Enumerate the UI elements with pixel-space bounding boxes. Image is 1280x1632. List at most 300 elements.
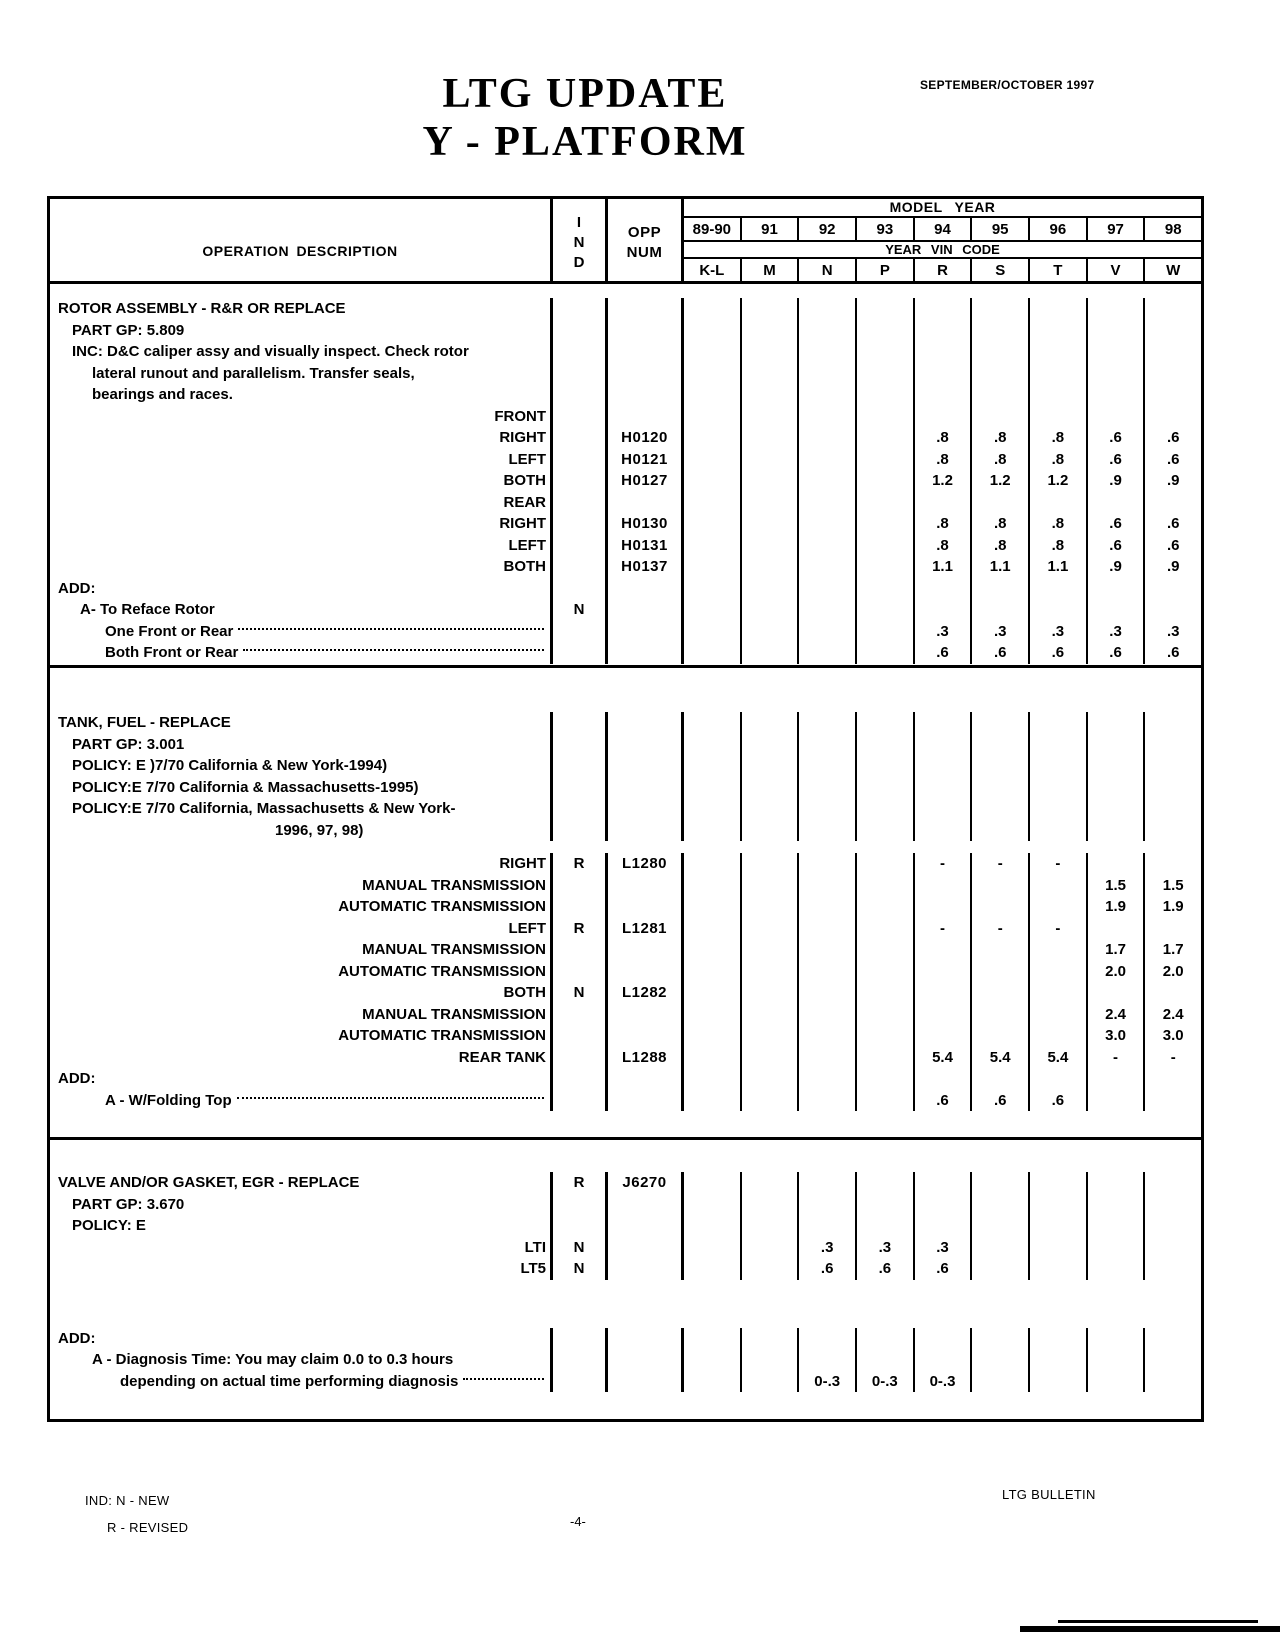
year-value-cell	[972, 1349, 1030, 1371]
year-value-cell	[742, 918, 800, 940]
table-row	[50, 406, 1201, 428]
year-value-cell	[684, 449, 742, 471]
description-text: LEFT	[508, 450, 546, 468]
description-text: lateral runout and parallelism. Transfer seals,	[92, 364, 415, 382]
table-row	[50, 1258, 1201, 1280]
year-value-cell	[857, 1328, 915, 1350]
opp-num-cell: L1281	[608, 918, 684, 940]
table-row	[50, 599, 1201, 621]
year-value-cell: 1.2	[915, 470, 973, 492]
operation-description-cell	[50, 556, 553, 578]
year-value-cell: .8	[972, 449, 1030, 471]
ind-cell	[553, 820, 608, 842]
description-text: 1996, 97, 98)	[275, 821, 364, 839]
year-value-cell	[857, 1172, 915, 1194]
year-value-cell	[742, 535, 800, 557]
ind-cell	[553, 449, 608, 471]
ind-legend-new: IND: N - NEW	[85, 1493, 170, 1508]
year-value-cell: .6	[972, 642, 1030, 664]
year-value-cell	[1088, 492, 1146, 514]
ind-cell: N	[553, 982, 608, 1004]
opp-num-cell	[608, 1237, 684, 1259]
year-value-cell	[1030, 712, 1088, 734]
year-header: 95	[972, 218, 1030, 240]
description-text: ADD:	[58, 1070, 96, 1088]
year-value-cell	[1030, 341, 1088, 363]
ind-cell	[553, 578, 608, 600]
description-text: PART GP: 5.809	[72, 321, 185, 339]
year-value-cell: .8	[1030, 513, 1088, 535]
year-value-cell: .3	[1166, 622, 1180, 640]
year-value-cell	[915, 982, 973, 1004]
table-header	[50, 199, 1201, 284]
year-value-cell	[742, 734, 800, 756]
table-row	[50, 820, 1201, 842]
year-value-cell	[972, 492, 1030, 514]
year-value-cell	[684, 1172, 742, 1194]
table-row	[50, 961, 1201, 983]
year-value-cell	[857, 599, 915, 621]
year-value-cell	[915, 1194, 973, 1216]
year-value-cell	[857, 578, 915, 600]
table-row	[50, 712, 1201, 734]
year-value-cell	[684, 621, 742, 643]
year-value-cell: .3	[799, 1237, 857, 1259]
opp-num-cell	[608, 298, 684, 320]
year-value-cell: 3.0	[1088, 1025, 1146, 1047]
year-value-cell	[799, 363, 857, 385]
dot-leader	[463, 1378, 544, 1380]
year-value-cell	[799, 875, 857, 897]
year-value-cell	[915, 755, 973, 777]
operation-description-cell	[50, 853, 553, 875]
year-value-cell	[972, 599, 1030, 621]
ind-cell	[553, 875, 608, 897]
opp-num-cell	[608, 406, 684, 428]
year-value-cell	[684, 384, 742, 406]
ind-cell	[553, 798, 608, 820]
year-value-cell	[972, 875, 1030, 897]
year-value-cell	[857, 363, 915, 385]
year-value-cell	[1030, 1258, 1088, 1280]
year-value-cell: 1.7	[1162, 941, 1184, 959]
year-value-cell	[857, 1349, 915, 1371]
year-value-cell	[742, 341, 800, 363]
year-value-cell	[915, 1068, 973, 1090]
ind-cell	[553, 1194, 608, 1216]
opp-num-cell	[608, 896, 684, 918]
year-value-cell	[684, 712, 742, 734]
year-value-cell: -	[1030, 853, 1088, 875]
year-value-cell: 1.2	[1030, 470, 1088, 492]
year-value-cell	[742, 556, 800, 578]
year-value-cell	[799, 918, 857, 940]
year-value-cell	[1088, 1371, 1146, 1393]
section-egr-valve	[50, 1140, 1201, 1416]
table-row	[50, 341, 1201, 363]
year-value-cell	[799, 1047, 857, 1069]
ind-column-header: I N D	[553, 199, 608, 281]
operation-description-cell	[50, 384, 553, 406]
year-value-cell	[915, 406, 973, 428]
year-value-cell: 0-.3	[799, 1371, 857, 1393]
year-value-cell: 1.2	[972, 470, 1030, 492]
year-value-cell: .8	[972, 535, 1030, 557]
year-value-cell: 1.9	[1088, 896, 1146, 918]
ind-cell: N	[553, 599, 608, 621]
year-value-cell	[1030, 384, 1088, 406]
year-value-cell	[915, 341, 973, 363]
description-text: RIGHT	[499, 429, 546, 447]
operation-description-cell	[50, 1258, 553, 1280]
year-value-cell: .6	[915, 1090, 973, 1112]
year-value-cell: .6	[799, 1258, 857, 1280]
year-value-cell	[857, 982, 915, 1004]
year-value-cell	[684, 513, 742, 535]
year-value-cell	[915, 1215, 973, 1237]
operation-description-cell	[50, 798, 553, 820]
year-value-cell	[972, 734, 1030, 756]
year-value-cell	[799, 556, 857, 578]
operation-description-cell	[50, 320, 553, 342]
ind-cell: N	[553, 1237, 608, 1259]
description-text: depending on actual time performing diagnosis	[120, 1372, 459, 1390]
year-value-cell: 5.4	[915, 1047, 973, 1069]
year-value-cell	[857, 449, 915, 471]
year-value-cell	[1088, 982, 1146, 1004]
year-value-cell	[799, 853, 857, 875]
opp-num-cell: H0121	[608, 449, 684, 471]
ind-cell	[553, 470, 608, 492]
year-value-cell	[857, 642, 915, 664]
opp-num-cell	[608, 1090, 684, 1112]
year-value-cell: .6	[1088, 513, 1146, 535]
year-value-cell: 0-.3	[857, 1371, 915, 1393]
year-value-cell: 1.5	[1162, 876, 1184, 894]
year-value-cell	[915, 820, 973, 842]
year-value-cell	[1145, 734, 1201, 756]
year-value-cell: -	[1170, 1048, 1176, 1066]
year-value-cell	[1030, 578, 1088, 600]
year-value-cell	[799, 1025, 857, 1047]
year-value-cell	[799, 1194, 857, 1216]
year-value-cell	[799, 820, 857, 842]
year-value-cell	[684, 777, 742, 799]
year-value-cell	[1145, 384, 1201, 406]
year-value-cell	[972, 341, 1030, 363]
year-value-cell: .6	[1088, 642, 1146, 664]
table-row	[50, 982, 1201, 1004]
year-value-cell: -	[972, 853, 1030, 875]
opp-num-cell	[608, 341, 684, 363]
year-value-cell	[915, 1172, 973, 1194]
year-value-cell: -	[1088, 1047, 1146, 1069]
opp-num-cell	[608, 961, 684, 983]
year-value-cell	[684, 1194, 742, 1216]
year-value-cell	[799, 755, 857, 777]
year-value-cell: 5.4	[1030, 1047, 1088, 1069]
year-value-cell	[684, 556, 742, 578]
table-row	[50, 1215, 1201, 1237]
year-value-cell	[684, 1258, 742, 1280]
year-value-cell	[684, 918, 742, 940]
year-value-cell	[742, 449, 800, 471]
ind-cell	[553, 427, 608, 449]
year-value-cell	[684, 798, 742, 820]
year-value-cell	[684, 820, 742, 842]
year-value-cell: .6	[1030, 642, 1088, 664]
year-value-cell	[742, 961, 800, 983]
year-value-cell	[799, 384, 857, 406]
operation-description-cell	[50, 982, 553, 1004]
opp-num-cell: L1288	[608, 1047, 684, 1069]
table-row	[50, 642, 1201, 664]
year-value-cell	[1030, 406, 1088, 428]
year-value-cell	[857, 734, 915, 756]
year-value-cell	[1145, 406, 1201, 428]
year-value-cell	[915, 492, 973, 514]
year-value-cell	[1030, 896, 1088, 918]
year-value-cell	[1145, 341, 1201, 363]
year-value-cell	[857, 961, 915, 983]
opp-num-cell: H0120	[608, 427, 684, 449]
table-row	[50, 1068, 1201, 1090]
description-text: A - W/Folding Top	[105, 1091, 232, 1109]
year-value-cell	[1030, 492, 1088, 514]
year-value-cell	[972, 1215, 1030, 1237]
year-value-cell	[857, 1194, 915, 1216]
section-fuel-tank	[50, 668, 1201, 1140]
year-value-cell	[742, 1328, 800, 1350]
year-value-cell	[915, 734, 973, 756]
year-value-cell	[1145, 599, 1201, 621]
opp-num-cell: L1280	[608, 853, 684, 875]
table-row	[50, 535, 1201, 557]
year-value-cell	[684, 470, 742, 492]
year-value-cell	[1145, 820, 1201, 842]
year-value-cell	[1088, 341, 1146, 363]
year-value-cell	[684, 599, 742, 621]
year-value-cell	[1030, 1215, 1088, 1237]
table-row	[50, 1172, 1201, 1194]
year-value-cell	[799, 492, 857, 514]
description-text: A- To Reface Rotor	[80, 601, 215, 619]
year-value-cell	[1145, 1258, 1201, 1280]
year-value-cell	[742, 427, 800, 449]
year-value-cell	[799, 1349, 857, 1371]
year-value-cell	[857, 341, 915, 363]
year-value-cell	[1088, 363, 1146, 385]
year-value-cell	[799, 535, 857, 557]
operation-description-cell	[50, 1090, 553, 1112]
year-value-cell	[742, 1371, 800, 1393]
table-row	[50, 320, 1201, 342]
year-value-cell	[857, 1025, 915, 1047]
table-row	[50, 384, 1201, 406]
year-value-cell	[684, 427, 742, 449]
year-value-cell	[684, 406, 742, 428]
year-value-cell	[972, 939, 1030, 961]
description-text: BOTH	[503, 558, 546, 576]
year-value-cell	[742, 896, 800, 918]
operation-description-cell	[50, 642, 553, 664]
operation-description-cell	[50, 1068, 553, 1090]
year-value-cell: 1.1	[972, 556, 1030, 578]
year-value-cell	[799, 982, 857, 1004]
ind-cell	[553, 777, 608, 799]
year-value-cell	[742, 1047, 800, 1069]
year-value-cell	[972, 578, 1030, 600]
table-row	[50, 513, 1201, 535]
year-value-cell	[799, 621, 857, 643]
operation-description-cell	[50, 406, 553, 428]
year-value-cell	[684, 853, 742, 875]
year-value-cell	[684, 1371, 742, 1393]
year-value-cell	[972, 755, 1030, 777]
year-value-cell	[799, 470, 857, 492]
year-value-cell	[1145, 578, 1201, 600]
year-value-cell	[799, 320, 857, 342]
year-value-cell	[684, 320, 742, 342]
table-row	[50, 896, 1201, 918]
ind-legend	[85, 1487, 188, 1541]
year-value-cell	[684, 755, 742, 777]
operation-description-cell	[50, 777, 553, 799]
year-value-cell	[1030, 1172, 1088, 1194]
year-value-cell	[684, 1090, 742, 1112]
year-value-cell	[1088, 578, 1146, 600]
year-value-cell	[972, 363, 1030, 385]
year-value-cell	[1088, 1349, 1146, 1371]
table-row	[50, 1237, 1201, 1259]
year-value-cell	[915, 961, 973, 983]
year-value-cell	[1145, 755, 1201, 777]
year-value-cell	[972, 820, 1030, 842]
year-value-cell: .6	[972, 1090, 1030, 1112]
year-header: 96	[1030, 218, 1088, 240]
year-value-cell	[1030, 1237, 1088, 1259]
year-value-cell	[684, 982, 742, 1004]
year-value-cell	[857, 939, 915, 961]
description-text: PART GP: 3.001	[72, 735, 185, 753]
year-value-cell	[972, 982, 1030, 1004]
year-value-cell	[684, 939, 742, 961]
year-header: 92	[799, 218, 857, 240]
year-value-cell	[1145, 1349, 1201, 1371]
table-row	[50, 1004, 1201, 1026]
year-value-cell	[742, 853, 800, 875]
year-value-cell	[857, 820, 915, 842]
operation-description-cell	[50, 449, 553, 471]
year-value-cell	[857, 777, 915, 799]
year-value-cell: .8	[915, 427, 973, 449]
ind-cell: R	[553, 1172, 608, 1194]
table-row	[50, 777, 1201, 799]
year-value-cell	[1088, 1194, 1146, 1216]
year-value-cell	[1145, 1068, 1201, 1090]
scan-artifact-line	[1058, 1620, 1258, 1623]
opp-num-cell	[608, 1068, 684, 1090]
year-value-cell	[857, 1090, 915, 1112]
ind-cell	[553, 1371, 608, 1393]
table-row	[50, 449, 1201, 471]
year-value-cell	[1088, 1237, 1146, 1259]
year-value-cell	[972, 1237, 1030, 1259]
year-value-cell	[1088, 712, 1146, 734]
vin-code-header: S	[972, 259, 1030, 281]
operation-description-cell	[50, 755, 553, 777]
opp-num-cell	[608, 875, 684, 897]
year-value-cell: .8	[1030, 535, 1088, 557]
year-value-cell	[972, 1172, 1030, 1194]
year-value-cell	[742, 1068, 800, 1090]
description-text: LTI	[524, 1238, 546, 1256]
year-value-cell: 1.9	[1162, 898, 1184, 916]
year-value-cell	[684, 298, 742, 320]
year-value-cell	[1030, 982, 1088, 1004]
table-row	[50, 427, 1201, 449]
operation-description-cell	[50, 363, 553, 385]
year-header: 94	[915, 218, 973, 240]
description-text: LT5	[520, 1260, 546, 1278]
year-value-cell: .6	[1030, 1090, 1088, 1112]
description-text: AUTOMATIC TRANSMISSION	[338, 1027, 546, 1045]
year-value-cell	[1088, 1068, 1146, 1090]
year-value-cell	[684, 1068, 742, 1090]
opp-num-cell	[608, 599, 684, 621]
operation-description-cell	[50, 1047, 553, 1069]
year-value-cell	[799, 406, 857, 428]
year-value-cell	[857, 406, 915, 428]
year-value-cell: .8	[915, 513, 973, 535]
year-value-cell	[857, 1004, 915, 1026]
operation-description-cell	[50, 513, 553, 535]
vin-code-header: T	[1030, 259, 1088, 281]
operation-description-cell	[50, 1237, 553, 1259]
year-value-cell	[1030, 777, 1088, 799]
year-header: 98	[1164, 220, 1182, 238]
description-text: ADD:	[58, 579, 96, 597]
year-value-cell: .6	[915, 1258, 973, 1280]
ind-cell	[553, 642, 608, 664]
table-row	[50, 470, 1201, 492]
year-value-cell	[972, 320, 1030, 342]
year-value-cell	[1145, 320, 1201, 342]
description-text: RIGHT	[499, 515, 546, 533]
operation-description-cell	[50, 875, 553, 897]
year-value-cell	[742, 1025, 800, 1047]
document-subtitle: Y - PLATFORM	[422, 119, 748, 165]
page-number: -4-	[570, 1514, 586, 1529]
opp-num-cell: H0137	[608, 556, 684, 578]
year-value-cell: .3	[1088, 621, 1146, 643]
year-value-cell	[1088, 1172, 1146, 1194]
description-text: MANUAL TRANSMISSION	[362, 1005, 546, 1023]
opp-num-cell	[608, 798, 684, 820]
year-value-cell	[1088, 320, 1146, 342]
year-value-cell	[915, 320, 973, 342]
year-value-cell	[799, 896, 857, 918]
description-text: INC: D&C caliper assy and visually inspect. Check rotor	[72, 343, 469, 361]
year-value-cell	[799, 712, 857, 734]
vin-code-header: W	[1166, 261, 1181, 279]
opp-num-cell	[608, 621, 684, 643]
year-value-cell: .8	[972, 427, 1030, 449]
description-text: TANK, FUEL - REPLACE	[58, 714, 231, 732]
opp-num-cell	[608, 578, 684, 600]
table-row	[50, 755, 1201, 777]
year-value-cell	[684, 961, 742, 983]
